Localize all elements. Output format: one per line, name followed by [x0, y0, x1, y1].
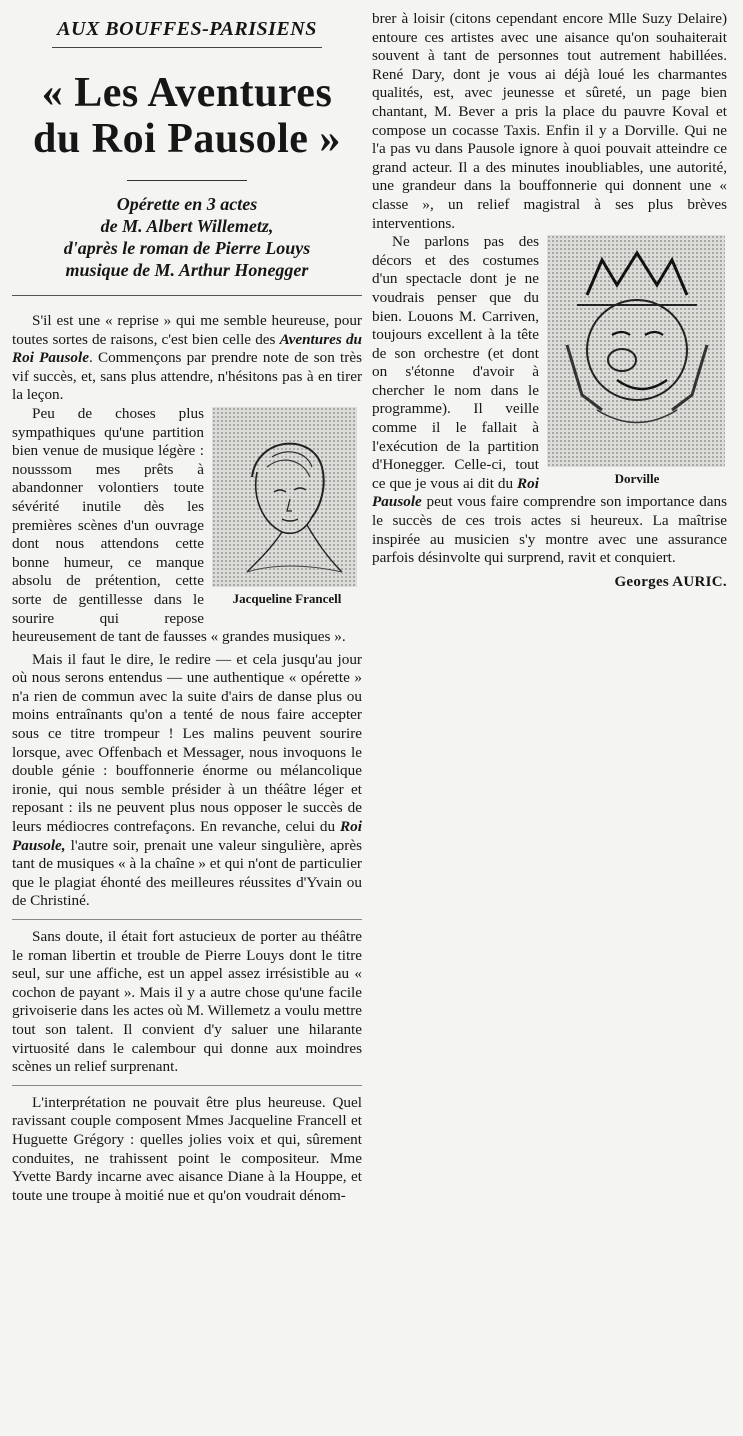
paragraph-7-text-b: peut vous faire comprendre son importance dans le succès de ces trois actes si heureux. La maîtrise inspirée au musicien s'y montre avec une assurance parfois désinvolte qui surprend, ravit et conquiert.	[372, 493, 727, 567]
subhead-rule	[12, 295, 362, 296]
subhead-line-4: musique de M. Arthur Honegger	[65, 260, 309, 280]
portrait-dorville	[547, 235, 725, 467]
paragraph-6: brer à loisir (citons cependant encore Mlle Suzy Delaire) entoure ces artistes avec une aisance qu'on souhaiterait souvent à tant de personnes tout autrement habillées. René Dary, dont je vous ai déjà loué les charmantes qualités, est, avec jeunesse et sûreté, un page bien chantant, M. Bever a pris la place du pauvre Koval et compose un cocasse Taxis. Enfin il y a Dorville. Qui ne l'a pas vu dans Pausole ignore à quoi pouvait atteindre ce grand acteur. Il a des minutes inoubliables, une autorité, une grandeur dans la bouffonnerie qui donnent une « classe », un relief magistral à ses plus brèves interventions.	[372, 10, 727, 232]
right-column	[372, 0, 727, 591]
paragraph-1-text-b: . Commençons par prendre note de son très vif succès, et, sans plus attendre, n'hésitons pas à en tirer la leçon.	[12, 349, 362, 404]
headline-line-1: « Les Aventures	[41, 70, 333, 116]
paragraph-5: L'interprétation ne pouvait être plus heureuse. Quel ravissant couple composent Mmes Jacqueline Francell et Huguette Grégory : quelles jolies voix et qui, sûrement conduites, ne trahissent point le compositeur. Mme Yvette Bardy incarne avec aisance Diane à la Houppe, et toute une troupe à moitié nue et qu'on voudrait dénom-	[12, 1093, 362, 1204]
section-kicker: AUX BOUFFES-PARISIENS	[57, 18, 317, 40]
subhead-line-1: Opérette en 3 actes	[116, 194, 258, 214]
portrait-francell	[212, 407, 357, 587]
figure-caption-francell: Jacqueline Francell	[232, 590, 342, 606]
paragraph-4: Sans doute, il était fort astucieux de porter au théâtre le roman libertin et trouble de Pierre Louys dont le titre seul, sur une affiche, est un appel assez irrésistible au « cochon de payant ». Mais il y a autre chose qu'une facile grivoiserie dans les actes où M. Willemetz a voulu mettre tout son talent. Il convient d'y saluer une hilarante virtuosité dans le calembour qui donne aux moindres scènes un relief surprenant.	[12, 928, 362, 1076]
paragraph-3	[12, 651, 362, 911]
author-signature: Georges AURIC.	[614, 573, 727, 590]
paragraph-7-text-a: Ne parlons pas des décors et des costumes d'un spectacle dont je ne voudrais penser que du bien. Louons M. Carriven, toujours excellent à la tête de son orchestre (et dont on s'étonne d'avoir à chercher le nom dans le programme). Il veille comme il le fallait à l'exécution de la partition d'Honegger. Celle-ci, tout ce que je vous ai dit du	[372, 233, 539, 492]
headline	[12, 70, 362, 162]
subheadline	[12, 193, 362, 281]
paragraph-3-text-a: Mais il faut le dire, le redire — et cela jusqu'au jour où nous serons entendus — une authentique « opérette » n'a rien de commun avec la suite d'airs de danse plus ou moins entraînants qu'on a tenté de nous faire accepter sous ce titre trompeur ! Les malins peuvent sourire lorsque, avec Offenbach et Messager, nous invoquons le double génie : bouffonnerie énorme ou mélancolique ironie, qui nous semble présider à un théâtre léger et reposant : ils ne peuvent plus nous opposer le succès de leurs médiocres contrefaçons. En revanche, celui du	[12, 650, 362, 836]
figure-jacqueline-francell	[212, 407, 362, 607]
paragraph-2: Peu de choses plus sympathiques qu'une partition bien venue de musique légère : nousssom mes prêts à abandonner volontiers toute sévérité inutile dès les premières scènes d'un ouvrage dont nous attendons cette bonne humeur, ce manque absolu de prétention, cette sorte de gentillesse dans le sourire qui repose heureusement de tant de fausses « grandes musiques ».	[12, 404, 346, 646]
left-column	[12, 0, 362, 1205]
paragraph-3-text-b: l'autre soir, prenait une valeur singulière, après tant de musiques « à la chaîne » et qui n'ont de particulier que le plagiat éhonté des meilleures réussites d'Yvain ou de Christiné.	[12, 836, 362, 910]
subhead-line-2: de M. Albert Willemetz,	[100, 216, 274, 236]
paragraph-7-title: Roi Pausole	[372, 474, 539, 511]
kicker-rule	[52, 47, 322, 48]
paragraph-1	[12, 312, 362, 405]
subhead-line-3: d'après le roman de Pierre Louys	[63, 238, 311, 258]
portrait-francell-drawing	[212, 407, 357, 587]
figure-dorville	[547, 235, 727, 487]
figure-caption-dorville: Dorville	[614, 471, 660, 487]
headline-rule	[127, 180, 247, 181]
paragraph-3-title: Roi Pausole,	[12, 818, 362, 854]
paragraph-1-text-a: S'il est une « reprise » qui me semble heureuse, pour toutes sortes de raisons, c'est bien celle des	[12, 312, 362, 348]
paragraph-separator-1	[12, 919, 362, 920]
paragraph-1-title: Aventures du Roi Pausole	[12, 330, 362, 367]
headline-line-2: du Roi Pausole »	[33, 116, 341, 162]
paragraph-separator-2	[12, 1085, 362, 1086]
portrait-dorville-drawing	[547, 235, 725, 467]
